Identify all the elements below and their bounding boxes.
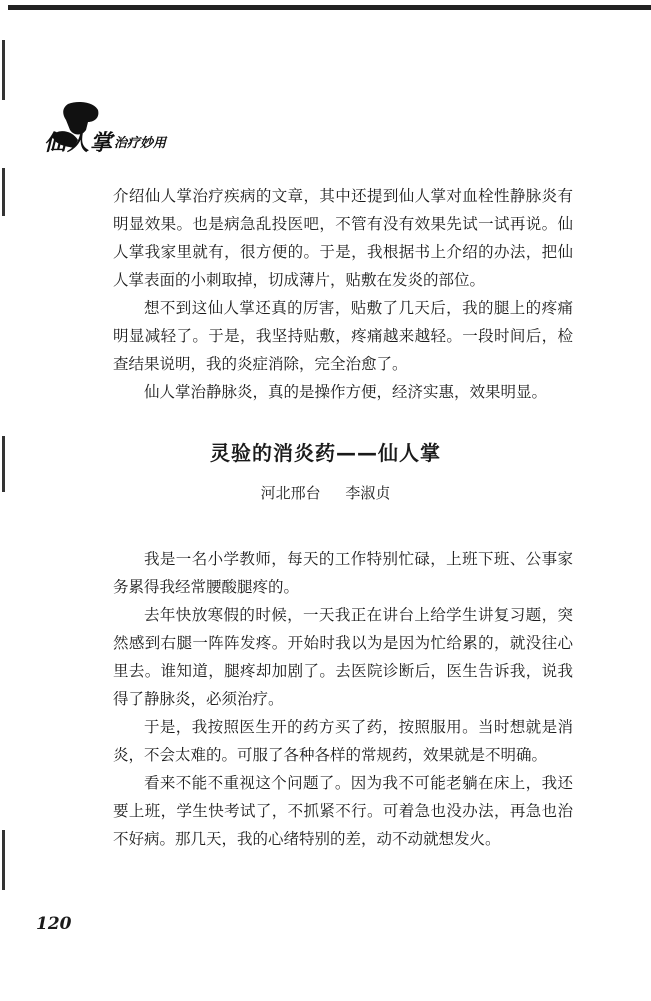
page-number: 120 bbox=[36, 914, 72, 934]
paragraph: 于是，我按照医生开的药方买了药，按照服用。当时想就是消炎，不会太难的。可服了各种各样的常规药，效果就是不明确。 bbox=[113, 718, 573, 764]
article-byline: 河北邢台 李淑贞 bbox=[260, 484, 391, 502]
paragraph: 看来不能不重视这个问题了。因为我不可能老躺在床上，我还要上班，学生快考试了，不抓紧不行。可着急也没办法，再急也治不好病。那几天，我的心绪特别的差，动不动就想发火。 bbox=[113, 774, 573, 848]
header-subtitle: 治疗妙用 bbox=[114, 136, 167, 151]
article-title: 灵验的消炎药——仙人掌 bbox=[210, 441, 441, 465]
paragraph: 想不到这仙人掌还真的厉害，贴敷了几天后，我的腿上的疼痛明显减轻了。于是，我坚持贴敷，疼痛越来越轻。一段时间后，检查结果说明，我的炎症消除，完全治愈了。 bbox=[113, 299, 573, 373]
scan-edge-mark bbox=[2, 168, 5, 216]
scan-edge-mark bbox=[2, 830, 5, 890]
scan-edge-mark bbox=[2, 40, 5, 100]
paragraph: 介绍仙人掌治疗疾病的文章，其中还提到仙人掌对血栓性静脉炎有明显效果。也是病急乱投医吧，不管有没有效果先试一试再说。仙人掌我家里就有，很方便的。于是，我根据书上介绍的办法，把仙人掌表面的小刺取掉，切成薄片，贴敷在发炎的部位。 bbox=[113, 187, 573, 289]
intro-text bbox=[113, 182, 573, 406]
top-rule bbox=[8, 5, 651, 10]
paragraph: 我是一名小学教师，每天的工作特别忙碌，上班下班、公事家务累得我经常腰酸腿疼的。 bbox=[113, 550, 573, 596]
paragraph: 去年快放寒假的时候，一天我正在讲台上给学生讲复习题，突然感到右腿一阵阵发疼。开始时我以为是因为忙给累的，就没往心里去。谁知道，腿疼却加剧了。去医院诊断后，医生告诉我，说我得了静脉炎，必须治疗。 bbox=[113, 606, 573, 708]
article-body bbox=[113, 545, 573, 853]
header-title: 仙人掌 bbox=[44, 131, 114, 156]
paragraph: 仙人掌治静脉炎，真的是操作方便，经济实惠，效果明显。 bbox=[144, 383, 548, 401]
running-header bbox=[38, 100, 248, 164]
